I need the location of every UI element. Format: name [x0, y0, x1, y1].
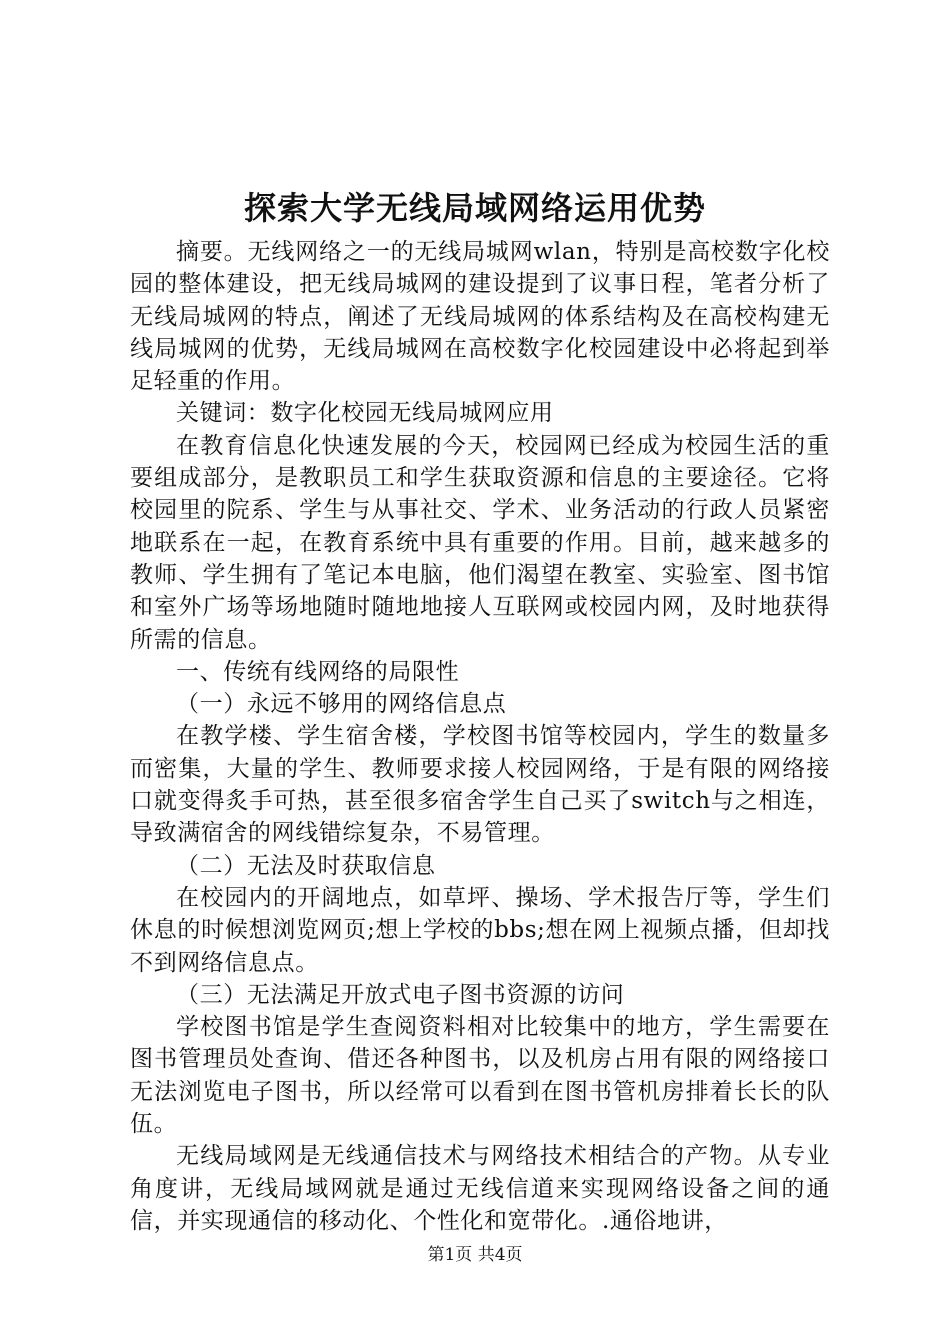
abstract-paragraph: 摘要。无线网络之一的无线局城网wlan，特别是高校数字化校园的整体建设，把无线局城网的建设提到了议事日程，笔者分析了无线局城网的特点，阐述了无线局城网的体系结构及在高校构建无线局城网的优势，无线局城网在高校数字化校园建设中必将起到举足轻重的作用。: [130, 239, 830, 395]
subsection-heading-1: （一）永远不够用的网络信息点: [176, 691, 507, 718]
subsection-heading-2: （二）无法及时获取信息: [176, 852, 436, 879]
body-paragraph: 学校图书馆是学生查阅资料相对比较集中的地方，学生需要在图书管理员处查询、借还各种图书，以及机房占用有限的网络接口无法浏览电子图书，所以经常可以看到在图书管机房排着长长的队伍。: [130, 1014, 830, 1138]
body-paragraph: 在教学楼、学生宿舍楼，学校图书馆等校园内，学生的数量多而密集，大量的学生、教师要求接人校园网络，于是有限的网络接口就变得炙手可热，甚至很多宿舍学生自己买了switch与之相连，导致满宿舍的网线错综复杂，不易管理。: [130, 723, 830, 847]
intro-paragraph: 在教育信息化快速发展的今天，校园网已经成为校园生活的重要组成部分，是教职员工和学生获取资源和信息的主要途径。它将校园里的院系、学生与从事社交、学术、业务活动的行政人员紧密地联系在一起，在教育系统中具有重要的作用。目前，越来越多的教师、学生拥有了笔记本电脑，他们渴望在教室、实验室、图书馆和室外广场等场地随时随地地接人互联网或校园内网，及时地获得所需的信息。: [130, 432, 830, 653]
section-heading-1: 一、传统有线网络的局限性: [176, 658, 460, 685]
subsection-heading-3: （三）无法满足开放式电子图书资源的访问: [176, 981, 625, 1008]
keywords-line: 关键词：数字化校园无线局城网应用: [176, 400, 554, 427]
body-paragraph: 无线局域网是无线通信技术与网络技术相结合的产物。从专业角度讲，无线局域网就是通过无线信道来实现网络设备之间的通信，并实现通信的移动化、个性化和宽带化。.通俗地讲，: [130, 1143, 830, 1234]
body-paragraph: 在校园内的开阔地点，如草坪、操场、学术报告厅等，学生们休息的时候想浏览网页;想上学校的bbs;想在网上视频点播，但却找不到网络信息点。: [130, 884, 830, 976]
document-title: 探索大学无线局域网络运用优势: [243, 189, 706, 227]
document-body: [130, 236, 830, 1237]
page-footer: 第1页 共4页: [427, 1245, 523, 1265]
